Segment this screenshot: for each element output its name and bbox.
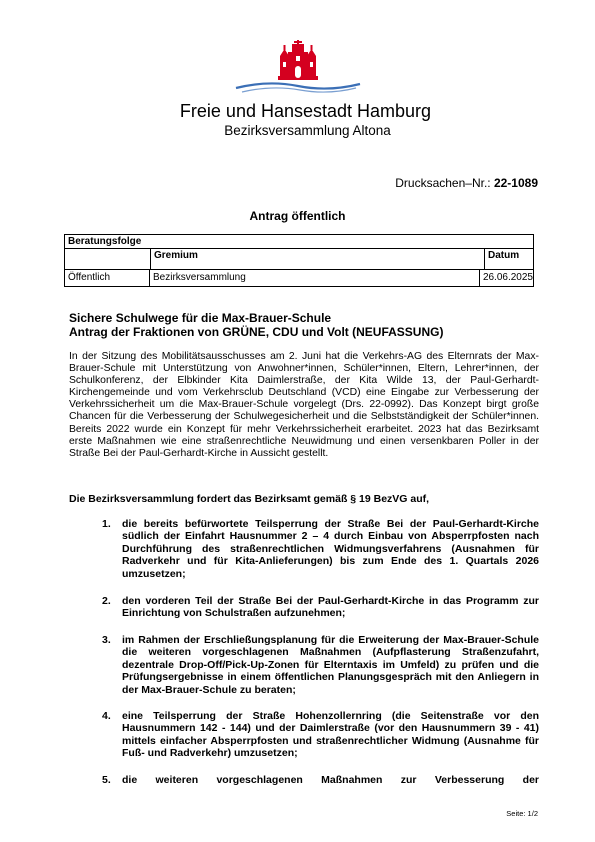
intro-paragraph: In der Sitzung des Mobilitätsausschusses am 2. Juni hat die Verkehrs-AG des Elternrats der Max-Brauer-Schule mit Unterstützung von Anwohner*innen, Schüler*innen, Eltern, Lehrer*innen, der Schulkonferenz, der Elbkinder Kita Daimlerstraße, der Kita Wilde 13, der Paul-Gerhardt-Kirchengemeinde und vom Verkehrsclub Deutschland (VCD) eine Eingabe zur Verbesserung der Verkehrssicherheit um die Max-Brauer-Schule vorgelegt (Drs. 22-0992). Das Konzept birgt große Chancen für die Verbesserung der Schulwegesicherheit und die Selbstständigkeit der Schüler*innen. Bereits 2022 wurde ein Konzept für mehr Verkehrssicherheit erarbeitet. 2023 hat das Bezirksamt erste Maßnahmen wie eine straßenrechtliche Neuwidmung und einen versenkbaren Poller in der Straße Bei der Paul-Gerhardt-Kirche in Aussicht gestellt. [69,351,539,459]
document-type: Antrag öffentlich [249,209,346,223]
org-subtitle: Bezirksversammlung Altona [224,123,391,138]
list-item-number: 2. [102,595,111,607]
list-item-number: 3. [102,634,111,646]
page-number: Seite: 1/2 [506,809,538,818]
list-item [102,595,539,620]
document-subtitle: Antrag der Fraktionen von GRÜNE, CDU und Volt (NEUFASSUNG) [69,325,444,339]
table-title: Beratungsfolge [65,235,533,249]
drucksache-label: Drucksachen–Nr.: [395,176,491,190]
list-item-text: die bereits befürwortete Teilsperrung der Straße Bei der Paul-Gerhardt-Kirche südlich der Einfahrt Hausnummer 2 – 4 durch Einbau von Absperrpfosten nach Durchführung des straßenrechtlichen Widmungsverfahrens (Ausnahmen für Radverkehr und für Kita-Anlieferungen) bis zum Ende des 1. Quartals 2026 umzusetzen; [122,518,539,580]
table-header-row [65,249,533,270]
list-item-number: 4. [102,710,111,722]
cell-gremium: Bezirksversammlung [149,270,479,286]
list-item [102,710,539,760]
list-item-text: eine Teilsperrung der Straße Hohenzollernring (die Seitenstraße vor den Hausnummern 142 - 144) und der Daimlerstraße (vor den Hausnummern 39 - 41) mittels einfacher Absperrpfosten und straßenrechtlicher Widmung (Ausnahme für Fuß- und Radverkehr) umzusetzen; [122,710,539,760]
list-item-number: 1. [102,518,111,530]
column-header-gremium: Gremium [150,249,484,269]
list-item-text: im Rahmen der Erschließungsplanung für die Erweiterung der Max-Brauer-Schule die weiteren vorgeschlagenen Maßnahmen (Aufpflasterung Straßenzufahrt, dezentrale Drop-Off/Pick-Up-Zonen für Elterntaxis im Umfeld) zu prüfen und die Prüfungsergebnisse in einem öffentlichen Planungsgespräch mit den Anliegern in der Max-Brauer-Schule zu beraten; [122,634,539,696]
list-item-text: die weiteren vorgeschlagenen Maßnahmen zur Verbesserung der [122,774,539,786]
column-header-status [65,249,150,269]
list-item [102,518,539,580]
list-item-number: 5. [102,774,111,786]
list-item-text: den vorderen Teil der Straße Bei der Paul-Gerhardt-Kirche in das Programm zur Einrichtung von Schulstraßen aufzunehmen; [122,595,539,620]
cell-datum: 26.06.2025 [479,270,533,286]
table-row [65,270,533,286]
beratungsfolge-table [64,234,534,287]
list-item [102,634,539,696]
list-item [102,774,539,786]
document-title: Sichere Schulwege für die Max-Brauer-Schule [69,311,332,325]
drucksache-value: 22-1089 [493,176,538,190]
hamburg-castle-logo-icon [228,40,368,96]
cell-status: Öffentlich [68,272,111,283]
drucksache-number [395,176,538,190]
column-header-datum: Datum [484,249,533,269]
demand-intro: Die Bezirksversammlung fordert das Bezirksamt gemäß § 19 BezVG auf, [69,493,430,505]
org-name: Freie und Hansestadt Hamburg [179,101,432,121]
